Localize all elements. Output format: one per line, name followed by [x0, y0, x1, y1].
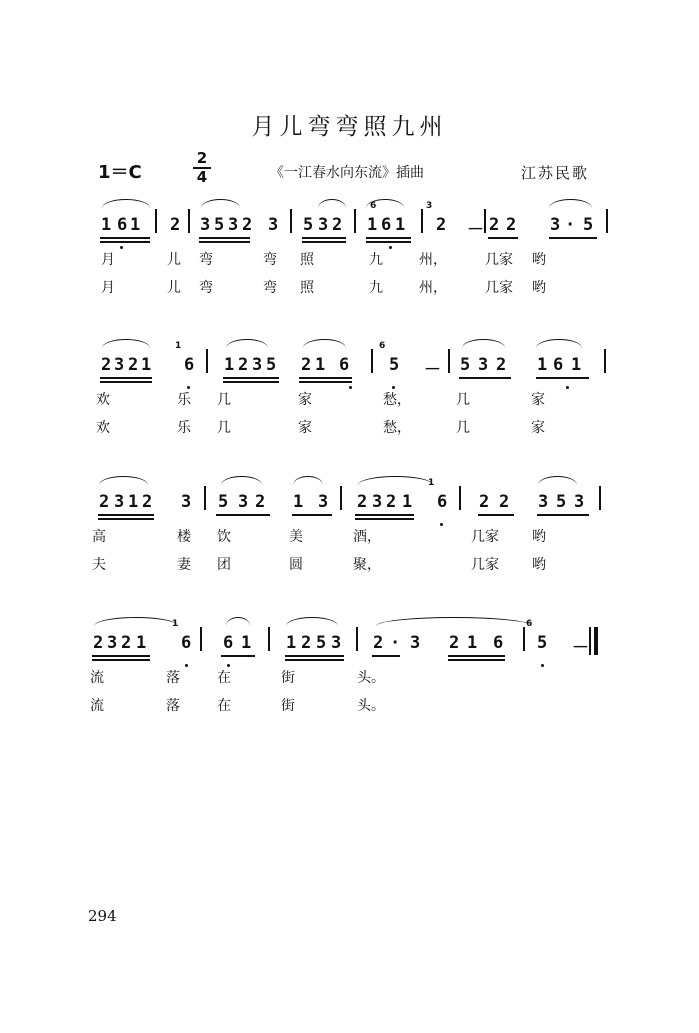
note: 3	[574, 492, 585, 512]
barline	[290, 209, 292, 233]
duration-line	[199, 237, 250, 239]
note: 3	[478, 355, 489, 375]
duration-line	[285, 659, 344, 661]
lyric-syllable: 愁，	[383, 392, 411, 408]
slur	[318, 199, 346, 208]
slur	[376, 617, 532, 626]
duration-line	[299, 381, 352, 383]
barline	[206, 349, 208, 373]
note: 3	[318, 215, 329, 235]
note: 2	[238, 355, 249, 375]
note: 5	[583, 215, 594, 235]
note: 2	[99, 492, 110, 512]
duration-line	[223, 381, 279, 383]
duration-line	[100, 237, 150, 239]
note: 2	[170, 215, 181, 235]
duration-line	[285, 655, 344, 657]
slur	[549, 199, 592, 208]
lyric-syllable: 照	[300, 280, 314, 296]
lyric-syllable: 月	[101, 280, 115, 296]
duration-line	[216, 514, 270, 516]
note: 3	[114, 492, 125, 512]
duration-line	[355, 514, 414, 516]
time-signature	[193, 151, 211, 185]
note: 1	[241, 633, 252, 653]
barline	[268, 627, 270, 651]
note: 6	[184, 355, 195, 375]
note: 5	[460, 355, 471, 375]
duration-line	[100, 381, 152, 383]
note: 1	[286, 633, 297, 653]
note: 6	[437, 492, 448, 512]
song-title: 月儿弯弯照九州	[251, 114, 448, 140]
lyric-syllable: 弯	[199, 252, 213, 268]
note: 2	[101, 355, 112, 375]
note: 2	[499, 492, 510, 512]
note: 6	[493, 633, 504, 653]
barline	[523, 627, 525, 651]
barline	[204, 486, 206, 510]
barline	[155, 209, 157, 233]
slur	[303, 339, 346, 348]
note: 1	[467, 633, 478, 653]
note: 2	[255, 492, 266, 512]
lyric-syllable: 在	[217, 670, 231, 686]
octave-dot	[120, 246, 123, 249]
note: 3	[107, 633, 118, 653]
note: 3	[181, 492, 192, 512]
note: 2	[506, 215, 517, 235]
note: 1	[367, 215, 378, 235]
lyric-syllable: 团	[217, 557, 231, 573]
grace-note: 6	[526, 619, 533, 629]
barline	[448, 349, 450, 373]
note: 5	[556, 492, 567, 512]
duration-line	[488, 237, 518, 239]
barline	[421, 209, 423, 233]
slur	[286, 617, 338, 626]
lyric-syllable: 弯	[263, 280, 277, 296]
slur	[358, 476, 433, 485]
grace-note: 1	[175, 341, 182, 351]
note: －	[572, 638, 589, 658]
lyric-syllable: 州，	[419, 252, 447, 268]
lyric-syllable: 愁，	[383, 420, 411, 436]
note: 5	[537, 633, 548, 653]
note: 1	[315, 355, 326, 375]
note: ·	[565, 215, 576, 235]
lyric-syllable: 几	[217, 420, 231, 436]
note: 6	[339, 355, 350, 375]
duration-line	[537, 514, 589, 516]
note: 1	[141, 355, 152, 375]
lyric-syllable: 楼	[177, 529, 191, 545]
lyric-syllable: 酒，	[353, 529, 381, 545]
note: 2	[373, 633, 384, 653]
duration-line	[100, 241, 150, 243]
note: 2	[449, 633, 460, 653]
barline	[459, 486, 461, 510]
lyric-syllable: 哟	[532, 280, 546, 296]
duration-line	[459, 377, 511, 379]
note: 1	[136, 633, 147, 653]
lyric-syllable: 哟	[532, 557, 546, 573]
lyric-syllable: 落	[166, 670, 180, 686]
slur	[462, 339, 505, 348]
key-signature: 1＝C	[98, 162, 142, 183]
duration-line	[221, 655, 255, 657]
note: 2	[142, 492, 153, 512]
note: 2	[357, 492, 368, 512]
note: 2	[489, 215, 500, 235]
note: 2	[301, 355, 312, 375]
lyric-syllable: 弯	[199, 280, 213, 296]
barline	[354, 209, 356, 233]
note: 3	[331, 633, 342, 653]
lyric-syllable: 欢	[96, 420, 110, 436]
note: 5	[218, 492, 229, 512]
note: －	[424, 360, 441, 380]
duration-line	[536, 377, 589, 379]
grace-note: 1	[428, 478, 435, 488]
lyric-syllable: 妻	[177, 557, 191, 573]
barline	[200, 627, 202, 651]
barline	[484, 209, 486, 233]
octave-dot	[185, 664, 188, 667]
note: 2	[436, 215, 447, 235]
octave-dot	[349, 386, 352, 389]
duration-line	[199, 241, 250, 243]
lyric-syllable: 几家	[471, 529, 499, 545]
lyric-syllable: 家	[531, 420, 545, 436]
note: －	[467, 220, 484, 240]
lyric-syllable: 弯	[263, 252, 277, 268]
lyric-syllable: 美	[289, 529, 303, 545]
barline	[599, 486, 601, 510]
note: 2	[93, 633, 104, 653]
lyric-syllable: 头。	[357, 698, 385, 714]
slur	[221, 476, 262, 485]
lyric-syllable: 几家	[485, 280, 513, 296]
lyric-syllable: 乐	[177, 420, 191, 436]
note: 3	[200, 215, 211, 235]
lyric-syllable: 在	[217, 698, 231, 714]
note: 1	[537, 355, 548, 375]
lyric-syllable: 哟	[532, 252, 546, 268]
note: 1	[571, 355, 582, 375]
slur	[102, 199, 150, 208]
note: 2	[332, 215, 343, 235]
note: 2	[121, 633, 132, 653]
duration-line	[292, 514, 332, 516]
lyric-syllable: 落	[166, 698, 180, 714]
duration-line	[98, 518, 154, 520]
lyric-syllable: 街	[281, 670, 295, 686]
lyric-syllable: 乐	[177, 392, 191, 408]
slur	[226, 339, 268, 348]
lyric-syllable: 儿	[167, 252, 181, 268]
note: 6	[553, 355, 564, 375]
barline	[340, 486, 342, 510]
grace-note: 1	[172, 619, 179, 629]
note: 3	[410, 633, 421, 653]
note: 2	[242, 215, 253, 235]
grace-note: 3	[426, 201, 433, 211]
duration-line	[366, 241, 411, 243]
note: 6	[381, 215, 392, 235]
duration-line	[448, 655, 505, 657]
note: 1	[130, 215, 141, 235]
duration-line	[366, 237, 411, 239]
note: 1	[395, 215, 406, 235]
barline	[188, 209, 190, 233]
note: 3	[114, 355, 125, 375]
lyric-syllable: 九	[369, 280, 383, 296]
note: 1	[293, 492, 304, 512]
slur	[94, 617, 178, 626]
meter-bottom: 4	[196, 168, 208, 186]
note: 2	[496, 355, 507, 375]
note: 2	[301, 633, 312, 653]
duration-line	[355, 518, 414, 520]
note: 1	[128, 492, 139, 512]
barline	[371, 349, 373, 373]
lyric-syllable: 照	[300, 252, 314, 268]
note: 5	[214, 215, 225, 235]
note: 3	[252, 355, 263, 375]
slur	[538, 476, 577, 485]
lyric-syllable: 家	[298, 420, 312, 436]
note: 2	[128, 355, 139, 375]
lyric-syllable: 月	[101, 252, 115, 268]
lyric-syllable: 家	[531, 392, 545, 408]
slur	[99, 476, 148, 485]
lyric-syllable: 几家	[471, 557, 499, 573]
note: 3	[228, 215, 239, 235]
duration-line	[448, 659, 505, 661]
slur	[226, 617, 250, 626]
duration-line	[92, 659, 150, 661]
note: 3	[238, 492, 249, 512]
lyric-syllable: 几	[217, 392, 231, 408]
barline	[356, 627, 358, 651]
note: 1	[402, 492, 413, 512]
lyric-syllable: 欢	[96, 392, 110, 408]
note: 3	[372, 492, 383, 512]
note: 3	[550, 215, 561, 235]
lyric-syllable: 流	[90, 670, 104, 686]
meter-top: 2	[196, 149, 208, 167]
lyric-syllable: 几	[456, 420, 470, 436]
note: 5	[266, 355, 277, 375]
barline	[606, 209, 608, 233]
lyric-syllable: 高	[92, 529, 106, 545]
duration-line	[223, 377, 279, 379]
lyric-syllable: 流	[90, 698, 104, 714]
duration-line	[302, 241, 346, 243]
duration-line	[92, 655, 150, 657]
note: 2	[479, 492, 490, 512]
note: 1	[224, 355, 235, 375]
lyric-syllable: 圆	[289, 557, 303, 573]
page-number: 294	[88, 907, 117, 925]
lyric-syllable: 九	[369, 252, 383, 268]
note: 5	[316, 633, 327, 653]
slur	[536, 339, 582, 348]
final-barline	[594, 627, 598, 655]
grace-note: 6	[379, 341, 386, 351]
duration-line	[549, 237, 597, 239]
note: 5	[389, 355, 400, 375]
barline	[604, 349, 606, 373]
final-barline-thin	[589, 627, 591, 655]
octave-dot	[566, 386, 569, 389]
lyric-syllable: 几	[456, 392, 470, 408]
lyric-syllable: 州，	[419, 280, 447, 296]
octave-dot	[440, 523, 443, 526]
octave-dot	[389, 246, 392, 249]
note: ·	[390, 633, 401, 653]
lyric-syllable: 哟	[532, 529, 546, 545]
duration-line	[372, 655, 400, 657]
duration-line	[478, 514, 514, 516]
lyric-syllable: 家	[298, 392, 312, 408]
duration-line	[302, 237, 346, 239]
lyric-syllable: 饮	[217, 529, 231, 545]
note: 2	[386, 492, 397, 512]
slur	[293, 476, 323, 485]
lyric-syllable: 街	[281, 698, 295, 714]
lyric-syllable: 头。	[357, 670, 385, 686]
note: 1	[101, 215, 112, 235]
octave-dot	[541, 664, 544, 667]
note: 6	[181, 633, 192, 653]
note: 3	[268, 215, 279, 235]
slur	[102, 339, 150, 348]
subtitle: 《一江春水向东流》插曲	[270, 165, 424, 181]
lyric-syllable: 儿	[167, 280, 181, 296]
duration-line	[100, 377, 152, 379]
note: 6	[117, 215, 128, 235]
note: 3	[318, 492, 329, 512]
note: 6	[223, 633, 234, 653]
note: 5	[303, 215, 314, 235]
lyric-syllable: 夫	[92, 557, 106, 573]
lyric-syllable: 聚，	[353, 557, 381, 573]
slur	[201, 199, 240, 208]
note: 3	[538, 492, 549, 512]
grace-note: 6	[370, 201, 377, 211]
duration-line	[299, 377, 352, 379]
source-credit: 江苏民歌	[521, 164, 590, 182]
lyric-syllable: 几家	[485, 252, 513, 268]
duration-line	[98, 514, 154, 516]
